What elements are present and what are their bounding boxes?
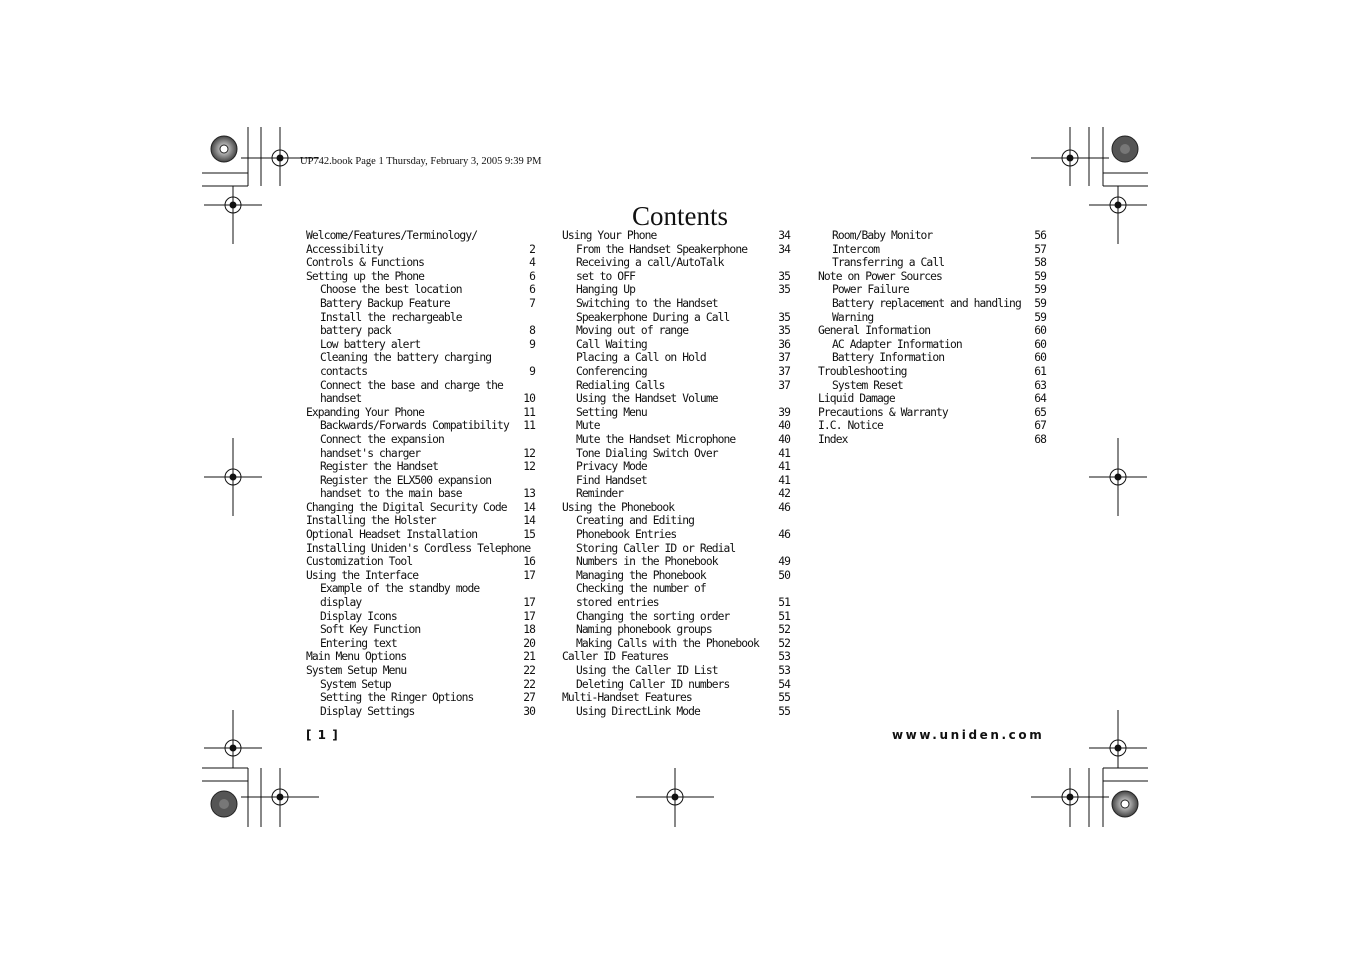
toc-entry-title: Caller ID Features <box>562 650 669 664</box>
toc-entry-title: Conferencing <box>576 364 647 378</box>
toc-entry <box>818 338 1046 352</box>
toc-entry <box>306 691 535 705</box>
toc-entry-page: 68 <box>1034 432 1046 446</box>
toc-entry-page: 37 <box>778 378 790 392</box>
toc-entry <box>562 474 790 488</box>
toc-entry-page: 12 <box>523 460 535 474</box>
toc-entry-title: Find Handset <box>576 473 647 487</box>
toc-entry-page: 22 <box>523 677 535 691</box>
toc-column-1 <box>306 229 535 718</box>
toc-entry-title: Choose the best location <box>320 283 462 297</box>
toc-entry-title: handset <box>320 392 362 406</box>
toc-entry-page: 52 <box>778 636 790 650</box>
toc-entry <box>306 433 535 447</box>
toc-entry <box>562 297 790 311</box>
toc-entry-page: 22 <box>523 664 535 677</box>
toc-entry <box>306 392 535 406</box>
toc-entry-title: Battery Backup Feature <box>320 296 450 310</box>
toc-entry <box>562 351 790 365</box>
toc-entry-title: Battery replacement and handling <box>832 296 1021 310</box>
toc-entry-page: 2 <box>529 242 535 256</box>
toc-entry <box>562 528 790 542</box>
toc-entry-title: Liquid Damage <box>818 392 895 406</box>
toc-entry-page: 17 <box>523 568 535 582</box>
toc-entry-title: Receiving a call/AutoTalk <box>576 256 724 270</box>
toc-entry <box>818 392 1046 406</box>
toc-entry-page: 65 <box>1034 405 1046 419</box>
toc-entry-page: 55 <box>778 704 790 718</box>
toc-entry-page: 49 <box>778 555 790 569</box>
toc-entry-title: General Information <box>818 324 931 338</box>
toc-entry <box>562 243 790 257</box>
toc-entry-title: set to OFF <box>576 269 636 283</box>
toc-entry <box>562 637 790 651</box>
toc-entry <box>562 487 790 501</box>
website-url: www.uniden.com <box>892 728 1045 742</box>
toc-entry-page: 54 <box>778 677 790 691</box>
toc-entry-title: Backwards/Forwards Compatibility <box>320 419 509 433</box>
toc-entry <box>562 569 790 583</box>
toc-entry-title: Battery Information <box>832 351 945 365</box>
toc-entry-title: Low battery alert <box>320 337 421 351</box>
toc-entry-title: Reminder <box>576 487 624 501</box>
toc-entry <box>562 664 790 678</box>
toc-entry-title: Install the rechargeable <box>320 310 462 324</box>
toc-entry-page: 21 <box>523 650 535 664</box>
toc-entry-title: Connect the base and charge the <box>320 378 503 392</box>
toc-entry <box>306 311 535 325</box>
toc-entry <box>306 705 535 719</box>
toc-entry-page: 59 <box>1034 296 1046 310</box>
toc-entry <box>818 297 1046 311</box>
toc-entry <box>818 311 1046 325</box>
toc-entry <box>818 379 1046 393</box>
toc-entry-page: 14 <box>523 500 535 514</box>
toc-entry <box>306 297 535 311</box>
toc-entry-title: battery pack <box>320 324 391 338</box>
toc-entry <box>306 582 535 596</box>
toc-entry-title: Transferring a Call <box>832 256 945 270</box>
toc-entry <box>562 501 790 515</box>
toc-entry <box>562 610 790 624</box>
toc-entry-page: 14 <box>523 514 535 528</box>
toc-entry-title: System Setup Menu <box>306 664 407 677</box>
toc-entry <box>818 324 1046 338</box>
toc-entry-title: Mute <box>576 419 600 433</box>
toc-entry-page: 42 <box>778 487 790 501</box>
toc-entry-page: 30 <box>523 704 535 718</box>
toc-entry-page: 11 <box>523 419 535 433</box>
toc-entry <box>562 596 790 610</box>
toc-entry <box>562 379 790 393</box>
toc-entry <box>562 419 790 433</box>
toc-entry-page: 35 <box>778 269 790 283</box>
toc-entry-title: Setting up the Phone <box>306 269 425 283</box>
toc-entry-title: Main Menu Options <box>306 650 407 664</box>
toc-entry-page: 6 <box>529 269 535 283</box>
toc-entry-page: 35 <box>778 310 790 324</box>
toc-entry-page: 37 <box>778 364 790 378</box>
toc-entry-title: Display Settings <box>320 704 415 718</box>
toc-entry <box>562 705 790 719</box>
toc-entry-title: Warning <box>832 310 874 324</box>
toc-entry <box>306 338 535 352</box>
toc-entry-title: stored entries <box>576 596 659 610</box>
toc-entry-page: 56 <box>1034 229 1046 242</box>
toc-entry-title: Installing Uniden's Cordless Telephone <box>306 541 531 555</box>
toc-entry <box>306 419 535 433</box>
toc-entry <box>306 447 535 461</box>
page-number: [ 1 ] <box>306 728 339 742</box>
toc-entry <box>306 256 535 270</box>
toc-entry-page: 61 <box>1034 364 1046 378</box>
toc-entry <box>818 365 1046 379</box>
toc-entry-page: 35 <box>778 283 790 297</box>
toc-entry-title: Room/Baby Monitor <box>832 229 933 242</box>
toc-entry-title: Moving out of range <box>576 324 689 338</box>
toc-entry <box>306 351 535 365</box>
toc-entry-title: Troubleshooting <box>818 364 907 378</box>
toc-entry-title: System Setup <box>320 677 391 691</box>
toc-entry-page: 50 <box>778 568 790 582</box>
toc-entry <box>562 447 790 461</box>
starburst-target-icon <box>1112 791 1138 817</box>
toc-entry-title: Placing a Call on Hold <box>576 351 706 365</box>
toc-entry-title: Entering text <box>320 636 397 650</box>
toc-entry <box>562 283 790 297</box>
toc-entry <box>306 501 535 515</box>
toc-entry <box>306 283 535 297</box>
toc-entry-title: I.C. Notice <box>818 419 883 433</box>
toc-entry-title: Deleting Caller ID numbers <box>576 677 730 691</box>
toc-entry <box>818 229 1046 243</box>
toc-entry-page: 64 <box>1034 392 1046 406</box>
toc-entry-title: Cleaning the battery charging <box>320 351 492 365</box>
toc-entry <box>306 460 535 474</box>
toc-entry <box>306 365 535 379</box>
toc-entry-title: Changing the sorting order <box>576 609 730 623</box>
toc-entry <box>818 433 1046 447</box>
toc-entry <box>306 569 535 583</box>
toc-entry <box>562 678 790 692</box>
toc-entry-page: 41 <box>778 460 790 474</box>
toc-entry-title: Expanding Your Phone <box>306 405 425 419</box>
toc-entry <box>306 596 535 610</box>
toc-entry <box>306 664 535 678</box>
toc-entry <box>562 406 790 420</box>
toc-entry-page: 63 <box>1034 378 1046 392</box>
toc-entry-title: Intercom <box>832 242 880 256</box>
toc-entry-title: Optional Headset Installation <box>306 528 478 542</box>
toc-entry-title: Mute the Handset Microphone <box>576 432 736 446</box>
toc-entry <box>306 270 535 284</box>
toc-entry <box>306 406 535 420</box>
toc-entry-page: 35 <box>778 324 790 338</box>
toc-entry-title: handset's charger <box>320 446 421 460</box>
toc-entry-title: Naming phonebook groups <box>576 623 712 637</box>
toc-entry <box>306 487 535 501</box>
toc-entry <box>306 637 535 651</box>
toc-entry-title: Precautions & Warranty <box>818 405 948 419</box>
toc-column-2 <box>562 229 790 718</box>
toc-entry-page: 9 <box>529 337 535 351</box>
toc-entry-page: 16 <box>523 555 535 569</box>
toc-entry-page: 4 <box>529 256 535 270</box>
toc-entry <box>818 256 1046 270</box>
toc-entry-title: Redialing Calls <box>576 378 665 392</box>
toc-entry-title: Using the Caller ID List <box>576 664 718 677</box>
toc-entry-page: 58 <box>1034 256 1046 270</box>
toc-entry-title: Speakerphone During a Call <box>576 310 730 324</box>
toc-entry-page: 41 <box>778 446 790 460</box>
toc-entry-title: System Reset <box>832 378 903 392</box>
toc-entry <box>562 433 790 447</box>
toc-entry <box>818 283 1046 297</box>
toc-entry-title: Setting the Ringer Options <box>320 691 474 705</box>
toc-entry-page: 12 <box>523 446 535 460</box>
toc-entry <box>306 555 535 569</box>
toc-entry <box>562 460 790 474</box>
toc-entry <box>306 379 535 393</box>
toc-entry-page: 51 <box>778 596 790 610</box>
toc-entry <box>306 678 535 692</box>
toc-entry <box>306 514 535 528</box>
toc-entry-title: Note on Power Sources <box>818 269 942 283</box>
toc-entry-title: contacts <box>320 364 368 378</box>
toc-entry-page: 51 <box>778 609 790 623</box>
toc-entry-title: Customization Tool <box>306 555 413 569</box>
toc-entry <box>562 311 790 325</box>
toc-entry <box>306 623 535 637</box>
toc-entry-page: 53 <box>778 664 790 677</box>
toc-entry-page: 34 <box>778 242 790 256</box>
toc-entry-page: 41 <box>778 473 790 487</box>
starburst-target-icon <box>211 136 237 162</box>
toc-entry-page: 60 <box>1034 337 1046 351</box>
toc-entry <box>562 256 790 270</box>
toc-entry-title: Example of the standby mode <box>320 582 480 596</box>
toc-entry <box>306 528 535 542</box>
toc-entry <box>562 270 790 284</box>
toc-entry-title: Using Your Phone <box>562 229 657 242</box>
toc-entry-title: Register the ELX500 expansion <box>320 473 492 487</box>
toc-entry-title: Multi-Handset Features <box>562 691 692 705</box>
toc-entry-page: 59 <box>1034 310 1046 324</box>
toc-entry-title: Power Failure <box>832 283 909 297</box>
toc-entry-title: Welcome/Features/Terminology/ <box>306 229 478 242</box>
toc-entry <box>306 650 535 664</box>
toc-entry <box>306 474 535 488</box>
toc-entry-title: Display Icons <box>320 609 397 623</box>
toc-entry <box>562 555 790 569</box>
toc-entry <box>818 406 1046 420</box>
toc-entry-page: 37 <box>778 351 790 365</box>
toc-entry-page: 53 <box>778 650 790 664</box>
toc-entry-title: handset to the main base <box>320 487 462 501</box>
toc-entry <box>818 270 1046 284</box>
toc-entry-title: Making Calls with the Phonebook <box>576 636 759 650</box>
toc-entry-title: Tone Dialing Switch Over <box>576 446 718 460</box>
toc-entry <box>818 419 1046 433</box>
toc-entry-page: 34 <box>778 229 790 242</box>
toc-entry-page: 17 <box>523 596 535 610</box>
toc-entry <box>562 650 790 664</box>
toc-entry-title: Numbers in the Phonebook <box>576 555 718 569</box>
toc-entry-title: Creating and Editing <box>576 514 695 528</box>
print-header-note: UP742.book Page 1 Thursday, February 3, 2005 9:39 PM <box>300 156 542 167</box>
toc-entry <box>562 623 790 637</box>
toc-entry-title: Accessibility <box>306 242 383 256</box>
toc-entry-page: 8 <box>529 324 535 338</box>
toc-entry-page: 59 <box>1034 269 1046 283</box>
toc-entry <box>306 542 535 556</box>
toc-entry-page: 40 <box>778 419 790 433</box>
toc-entry-page: 13 <box>523 487 535 501</box>
toc-entry-page: 18 <box>523 623 535 637</box>
toc-entry-title: Index <box>818 432 848 446</box>
toc-entry <box>306 243 535 257</box>
toc-entry <box>562 582 790 596</box>
toc-entry-page: 46 <box>778 528 790 542</box>
toc-entry-page: 60 <box>1034 324 1046 338</box>
toc-entry-title: Checking the number of <box>576 582 706 596</box>
toc-entry-title: Managing the Phonebook <box>576 568 706 582</box>
toc-entry <box>562 542 790 556</box>
toc-entry-page: 55 <box>778 691 790 705</box>
toc-entry-page: 36 <box>778 337 790 351</box>
toc-entry-page: 10 <box>523 392 535 406</box>
toc-entry <box>306 610 535 624</box>
toc-entry-page: 11 <box>523 405 535 419</box>
toc-entry-page: 6 <box>529 283 535 297</box>
toc-entry-page: 57 <box>1034 242 1046 256</box>
toc-entry-title: Switching to the Handset <box>576 296 718 310</box>
toc-entry-page: 60 <box>1034 351 1046 365</box>
toc-entry <box>562 392 790 406</box>
page-title: Contents <box>631 201 728 231</box>
toc-entry <box>818 243 1046 257</box>
toc-entry-page: 39 <box>778 405 790 419</box>
toc-entry <box>306 229 535 243</box>
toc-entry-title: Storing Caller ID or Redial <box>576 541 736 555</box>
toc-entry-title: Changing the Digital Security Code <box>306 500 507 514</box>
starburst-target-icon <box>1112 136 1138 162</box>
toc-entry <box>562 514 790 528</box>
toc-entry <box>562 324 790 338</box>
toc-entry-title: display <box>320 596 362 610</box>
toc-entry-title: Register the Handset <box>320 460 439 474</box>
toc-entry <box>562 229 790 243</box>
toc-entry-title: Privacy Mode <box>576 460 647 474</box>
toc-entry-title: Soft Key Function <box>320 623 421 637</box>
toc-entry-page: 67 <box>1034 419 1046 433</box>
toc-entry-page: 59 <box>1034 283 1046 297</box>
toc-entry-title: From the Handset Speakerphone <box>576 242 748 256</box>
toc-entry-page: 17 <box>523 609 535 623</box>
toc-entry <box>562 691 790 705</box>
toc-entry <box>306 324 535 338</box>
toc-entry-title: Connect the expansion <box>320 432 444 446</box>
toc-entry-title: Using the Interface <box>306 568 419 582</box>
toc-entry-page: 15 <box>523 528 535 542</box>
toc-entry-title: Call Waiting <box>576 337 647 351</box>
toc-entry-title: Using the Phonebook <box>562 500 675 514</box>
toc-entry-page: 7 <box>529 296 535 310</box>
toc-entry-page: 27 <box>523 691 535 705</box>
toc-entry-page: 52 <box>778 623 790 637</box>
toc-entry-title: Using DirectLink Mode <box>576 704 700 718</box>
toc-entry-title: Installing the Holster <box>306 514 436 528</box>
toc-entry <box>562 365 790 379</box>
toc-entry-page: 40 <box>778 432 790 446</box>
toc-entry <box>818 351 1046 365</box>
toc-column-3 <box>818 229 1046 447</box>
toc-entry <box>562 338 790 352</box>
starburst-target-icon <box>211 791 237 817</box>
toc-entry-title: Phonebook Entries <box>576 528 677 542</box>
toc-entry-title: Using the Handset Volume <box>576 392 718 406</box>
toc-entry-title: AC Adapter Information <box>832 337 962 351</box>
toc-entry-title: Setting Menu <box>576 405 647 419</box>
toc-entry-title: Controls & Functions <box>306 256 425 270</box>
toc-entry-page: 20 <box>523 636 535 650</box>
toc-entry-page: 9 <box>529 364 535 378</box>
toc-entry-title: Hanging Up <box>576 283 636 297</box>
toc-entry-page: 46 <box>778 500 790 514</box>
